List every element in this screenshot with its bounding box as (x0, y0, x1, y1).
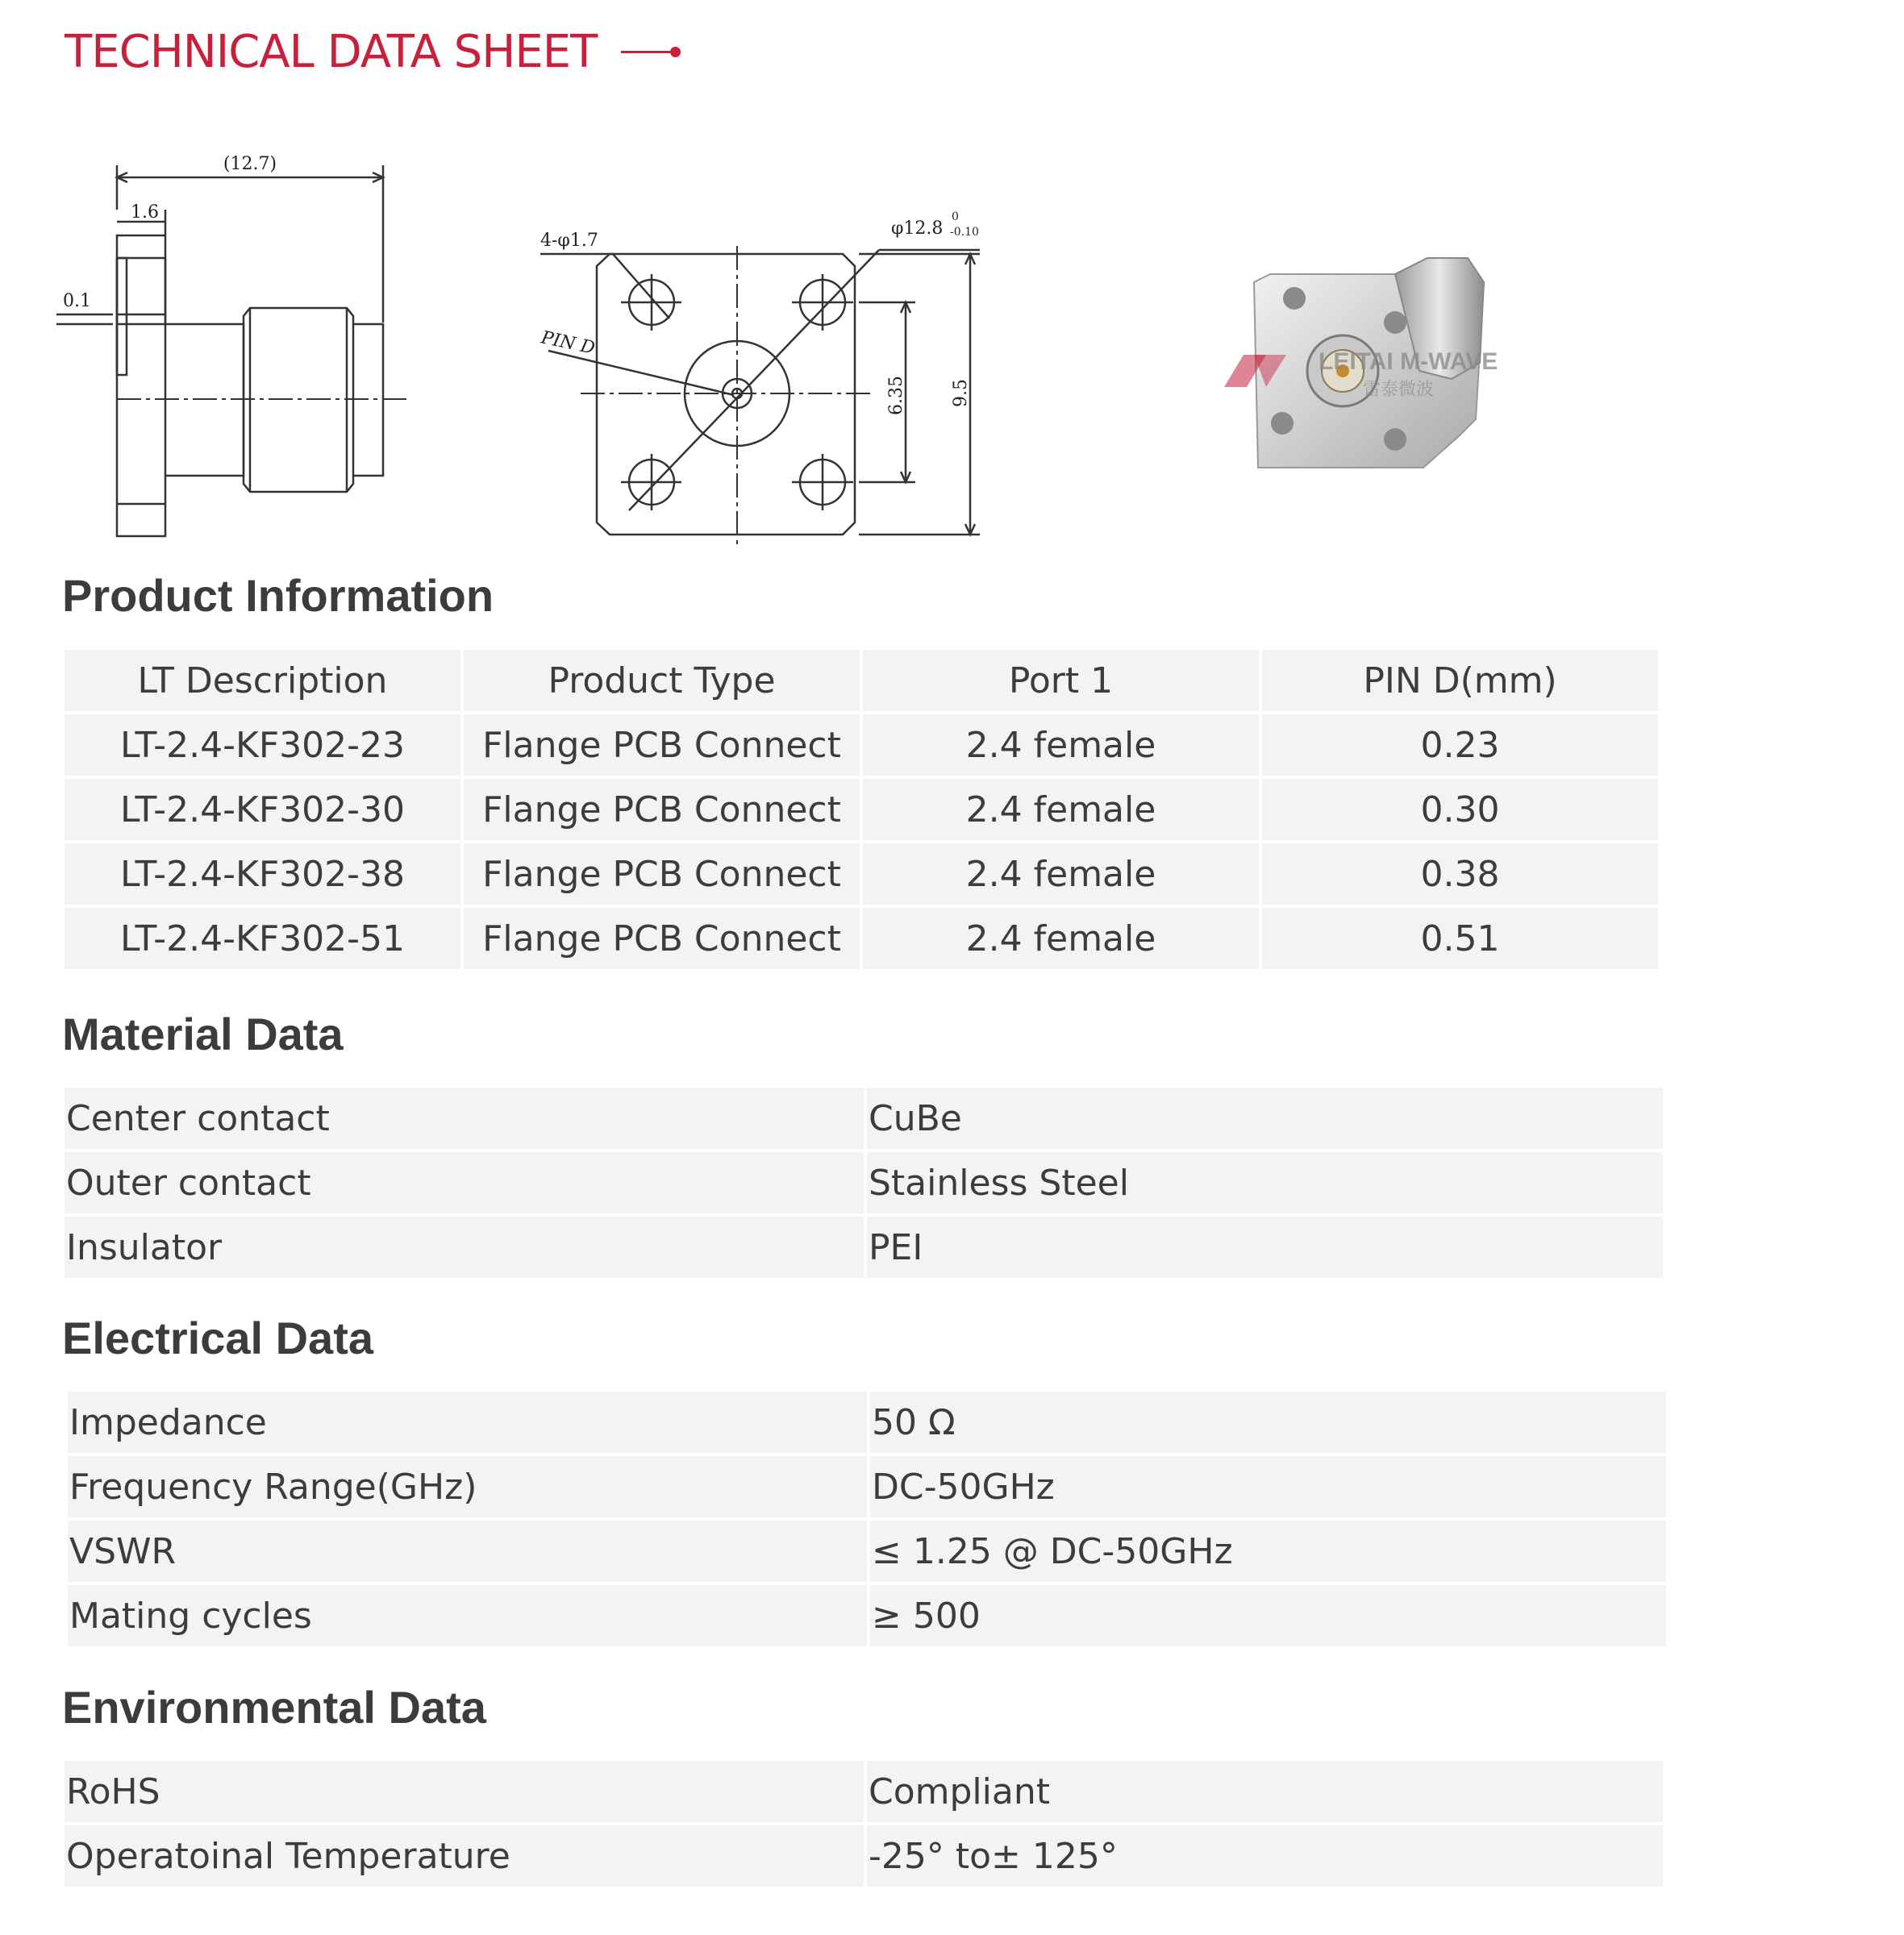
property-name: Operatoinal Temperature (65, 1825, 864, 1887)
table-row (65, 1825, 1663, 1887)
product-photo (1210, 250, 1548, 484)
table-cell: 0.30 (1262, 779, 1658, 840)
watermark-chinese: 雷泰微波 (1363, 380, 1435, 400)
table-cell: 0.38 (1262, 843, 1658, 905)
table-row (68, 1585, 1666, 1646)
dim-flange-width: 9.5 (951, 379, 971, 407)
dim-pin-label: PIN D (539, 327, 597, 359)
table-cell: Flange PCB Connect (464, 843, 860, 905)
dim-step: 0.1 (63, 291, 91, 311)
dim-hole-spacing: 6.35 (886, 376, 906, 415)
property-value: ≥ 500 (870, 1585, 1666, 1646)
table-cell: LT-2.4-KF302-30 (65, 779, 460, 840)
table-cell: 2.4 female (863, 843, 1259, 905)
property-value: ≤ 1.25 @ DC-50GHz (870, 1521, 1666, 1582)
table-header-row (65, 650, 1658, 711)
dim-overall-length: (12.7) (223, 154, 277, 174)
table-cell: 2.4 female (863, 779, 1259, 840)
table-row (68, 1456, 1666, 1517)
table-cell: 2.4 female (863, 714, 1259, 776)
table-header-cell: Port 1 (863, 650, 1259, 711)
property-value: Stainless Steel (867, 1152, 1663, 1213)
header-dot (670, 47, 681, 57)
product-info-title: Product Information (62, 570, 494, 621)
dim-tolerance-lower: -0.10 (950, 226, 979, 239)
table-row (68, 1521, 1666, 1582)
table-row (65, 1217, 1663, 1278)
environmental-data-table (61, 1758, 1666, 1890)
table-header-cell: PIN D(mm) (1262, 650, 1658, 711)
header-arrow-decoration (621, 51, 674, 53)
property-value: DC-50GHz (870, 1456, 1666, 1517)
table-cell: Flange PCB Connect (464, 779, 860, 840)
dim-circle-diameter: φ12.8 (891, 218, 944, 239)
property-value: -25° to± 125° (867, 1825, 1663, 1887)
table-cell: 2.4 female (863, 908, 1259, 969)
material-data-table (61, 1084, 1666, 1281)
table-row (65, 1152, 1663, 1213)
property-name: Center contact (65, 1088, 864, 1149)
table-row (65, 843, 1658, 905)
table-row (65, 714, 1658, 776)
table-row (68, 1392, 1666, 1453)
table-header-cell: Product Type (464, 650, 860, 711)
table-cell: LT-2.4-KF302-23 (65, 714, 460, 776)
watermark-english: LEITAI M-WAVE (1319, 348, 1498, 375)
electrical-data-title: Electrical Data (62, 1313, 373, 1363)
side-view-drawing (56, 137, 476, 540)
table-header-cell: LT Description (65, 650, 460, 711)
property-name: Impedance (68, 1392, 867, 1453)
material-data-title: Material Data (62, 1009, 344, 1059)
table-cell: LT-2.4-KF302-51 (65, 908, 460, 969)
property-name: Mating cycles (68, 1585, 867, 1646)
table-row (65, 779, 1658, 840)
page-header (65, 23, 674, 81)
table-cell: 0.51 (1262, 908, 1658, 969)
environmental-data-title: Environmental Data (62, 1682, 486, 1733)
dim-mounting-holes: 4-φ1.7 (540, 231, 598, 251)
property-name: Outer contact (65, 1152, 864, 1213)
property-name: VSWR (68, 1521, 867, 1582)
table-row (65, 1088, 1663, 1149)
dim-flange-thickness: 1.6 (131, 202, 159, 223)
table-row (65, 1761, 1663, 1822)
electrical-data-table (65, 1388, 1669, 1650)
table-cell: LT-2.4-KF302-38 (65, 843, 460, 905)
front-view-drawing (532, 137, 1000, 556)
property-name: RoHS (65, 1761, 864, 1822)
table-cell: 0.23 (1262, 714, 1658, 776)
product-info-table (61, 647, 1661, 972)
page-title: TECHNICAL DATA SHEET (65, 25, 598, 78)
property-value: CuBe (867, 1088, 1663, 1149)
table-cell: Flange PCB Connect (464, 908, 860, 969)
property-name: Frequency Range(GHz) (68, 1456, 867, 1517)
property-value: 50 Ω (870, 1392, 1666, 1453)
property-value: Compliant (867, 1761, 1663, 1822)
dim-tolerance-upper: 0 (952, 210, 959, 223)
property-value: PEI (867, 1217, 1663, 1278)
property-name: Insulator (65, 1217, 864, 1278)
table-cell: Flange PCB Connect (464, 714, 860, 776)
table-row (65, 908, 1658, 969)
